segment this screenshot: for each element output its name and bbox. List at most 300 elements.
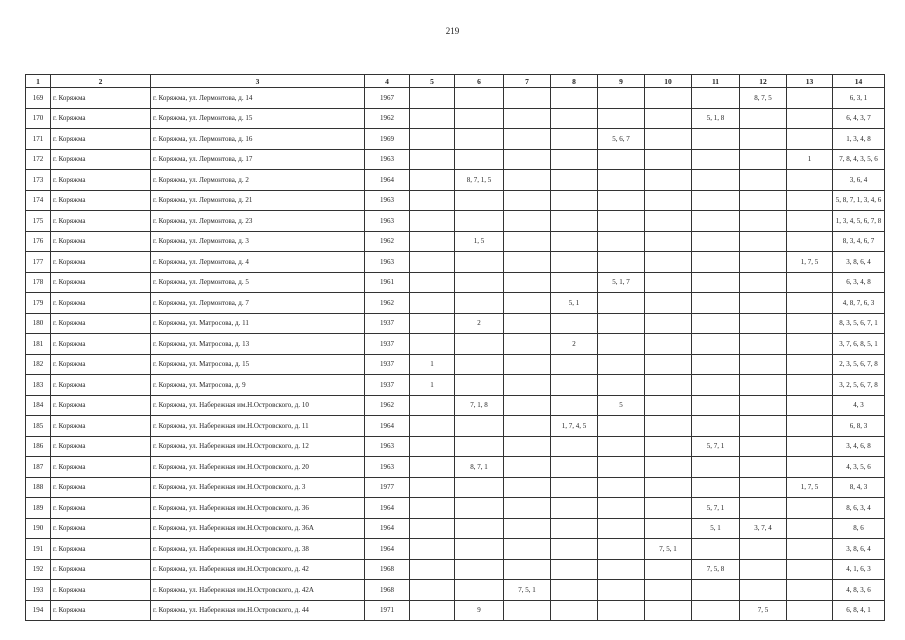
table-cell: 1968 bbox=[365, 559, 410, 580]
table-cell: 3, 8, 6, 4 bbox=[833, 252, 885, 273]
table-cell bbox=[645, 211, 692, 232]
table-cell bbox=[410, 457, 455, 478]
table-cell bbox=[598, 457, 645, 478]
table-cell bbox=[740, 231, 787, 252]
table-cell: 1963 bbox=[365, 211, 410, 232]
table-cell bbox=[551, 395, 598, 416]
table-cell: 180 bbox=[26, 313, 51, 334]
table-cell bbox=[645, 334, 692, 355]
table-cell bbox=[598, 108, 645, 129]
table-cell bbox=[787, 211, 833, 232]
table-cell bbox=[410, 395, 455, 416]
table-cell bbox=[787, 108, 833, 129]
table-cell bbox=[455, 190, 504, 211]
table-cell: 1 bbox=[410, 375, 455, 396]
table-cell bbox=[692, 190, 740, 211]
table-cell: г. Коряжма, ул. Лермонтова, д. 14 bbox=[151, 88, 365, 109]
table-cell: 3, 7, 6, 8, 5, 1 bbox=[833, 334, 885, 355]
page-number: 219 bbox=[445, 26, 460, 36]
table-cell: 1963 bbox=[365, 457, 410, 478]
table-cell bbox=[787, 190, 833, 211]
table-cell bbox=[410, 334, 455, 355]
table-cell bbox=[598, 498, 645, 519]
table-cell bbox=[692, 334, 740, 355]
table-cell bbox=[504, 129, 551, 150]
table-cell bbox=[551, 252, 598, 273]
table-cell bbox=[692, 272, 740, 293]
table-cell bbox=[598, 252, 645, 273]
table-cell bbox=[551, 518, 598, 539]
table-cell: 169 bbox=[26, 88, 51, 109]
table-cell bbox=[551, 272, 598, 293]
table-cell bbox=[598, 149, 645, 170]
table-cell: 172 bbox=[26, 149, 51, 170]
table-cell: 1962 bbox=[365, 108, 410, 129]
table-cell bbox=[598, 436, 645, 457]
table-cell bbox=[598, 88, 645, 109]
column-header: 14 bbox=[833, 75, 885, 88]
table-cell bbox=[455, 477, 504, 498]
table-cell bbox=[740, 108, 787, 129]
table-cell bbox=[645, 190, 692, 211]
table-cell bbox=[692, 129, 740, 150]
table-row bbox=[26, 354, 885, 375]
table-cell bbox=[740, 457, 787, 478]
table-cell: г. Коряжма bbox=[51, 88, 151, 109]
column-header: 1 bbox=[26, 75, 51, 88]
table-cell bbox=[410, 293, 455, 314]
table-cell bbox=[504, 436, 551, 457]
table-cell bbox=[740, 477, 787, 498]
table-cell: 171 bbox=[26, 129, 51, 150]
table-cell: г. Коряжма bbox=[51, 395, 151, 416]
table-cell bbox=[410, 518, 455, 539]
table-cell bbox=[455, 129, 504, 150]
table-cell bbox=[645, 559, 692, 580]
table-cell bbox=[504, 252, 551, 273]
table-cell bbox=[504, 375, 551, 396]
table-cell: 8, 7, 1, 5 bbox=[455, 170, 504, 191]
table-cell: г. Коряжма bbox=[51, 149, 151, 170]
table-cell: 170 bbox=[26, 108, 51, 129]
table-cell: г. Коряжма, ул. Матросова, д. 15 bbox=[151, 354, 365, 375]
table-cell: 5 bbox=[598, 395, 645, 416]
table-cell: 1961 bbox=[365, 272, 410, 293]
table-cell bbox=[551, 375, 598, 396]
table-cell: 1964 bbox=[365, 416, 410, 437]
table-cell: г. Коряжма, ул. Матросова, д. 13 bbox=[151, 334, 365, 355]
table-cell bbox=[645, 108, 692, 129]
table-row bbox=[26, 88, 885, 109]
table-cell bbox=[504, 313, 551, 334]
table-cell bbox=[740, 149, 787, 170]
register-table bbox=[25, 74, 885, 621]
table-cell bbox=[455, 354, 504, 375]
table-cell bbox=[787, 600, 833, 621]
table-row bbox=[26, 313, 885, 334]
table-cell bbox=[787, 395, 833, 416]
table-cell: 1963 bbox=[365, 190, 410, 211]
table-cell bbox=[787, 272, 833, 293]
table-cell: г. Коряжма, ул. Лермонтова, д. 17 bbox=[151, 149, 365, 170]
table-cell bbox=[551, 149, 598, 170]
table-cell bbox=[504, 272, 551, 293]
table-cell bbox=[598, 580, 645, 601]
table-cell bbox=[740, 293, 787, 314]
table-cell bbox=[551, 477, 598, 498]
table-cell bbox=[455, 149, 504, 170]
table-cell bbox=[410, 129, 455, 150]
table-cell: 8, 7, 1 bbox=[455, 457, 504, 478]
table-cell bbox=[551, 211, 598, 232]
table-cell: 3, 2, 5, 6, 7, 8 bbox=[833, 375, 885, 396]
table-cell bbox=[645, 149, 692, 170]
table-cell: 1968 bbox=[365, 580, 410, 601]
table-cell bbox=[692, 416, 740, 437]
table-cell: г. Коряжма, ул. Лермонтова, д. 3 bbox=[151, 231, 365, 252]
table-row bbox=[26, 600, 885, 621]
table-cell bbox=[740, 416, 787, 437]
table-cell bbox=[787, 518, 833, 539]
table-cell: 1963 bbox=[365, 149, 410, 170]
table-cell bbox=[740, 539, 787, 560]
table-cell: г. Коряжма, ул. Набережная им.Н.Островского, д. 3 bbox=[151, 477, 365, 498]
table-cell: г. Коряжма, ул. Лермонтова, д. 7 bbox=[151, 293, 365, 314]
table-cell: г. Коряжма bbox=[51, 129, 151, 150]
table-cell bbox=[598, 211, 645, 232]
table-cell: 1963 bbox=[365, 436, 410, 457]
table-cell: 190 bbox=[26, 518, 51, 539]
table-cell bbox=[787, 129, 833, 150]
table-cell bbox=[645, 436, 692, 457]
table-cell: 5, 7, 1 bbox=[692, 436, 740, 457]
table-cell bbox=[455, 498, 504, 519]
table-cell: 173 bbox=[26, 170, 51, 191]
table-cell bbox=[740, 252, 787, 273]
table-cell bbox=[410, 170, 455, 191]
table-cell: 5, 8, 7, 1, 3, 4, 6 bbox=[833, 190, 885, 211]
table-cell bbox=[504, 293, 551, 314]
table-cell bbox=[740, 170, 787, 191]
table-cell bbox=[551, 88, 598, 109]
table-cell: 5, 1 bbox=[692, 518, 740, 539]
table-cell: г. Коряжма bbox=[51, 539, 151, 560]
table-cell: г. Коряжма bbox=[51, 436, 151, 457]
table-cell: г. Коряжма, ул. Набережная им.Н.Островского, д. 36А bbox=[151, 518, 365, 539]
table-cell bbox=[645, 477, 692, 498]
table-cell: 1937 bbox=[365, 334, 410, 355]
table-cell: 7, 1, 8 bbox=[455, 395, 504, 416]
table-cell: 178 bbox=[26, 272, 51, 293]
table-cell bbox=[740, 395, 787, 416]
table-row bbox=[26, 108, 885, 129]
table-cell bbox=[645, 88, 692, 109]
table-cell: г. Коряжма, ул. Набережная им.Н.Островского, д. 11 bbox=[151, 416, 365, 437]
table-cell bbox=[645, 354, 692, 375]
table-cell bbox=[504, 457, 551, 478]
table-cell: 1977 bbox=[365, 477, 410, 498]
table-cell bbox=[692, 580, 740, 601]
column-header: 11 bbox=[692, 75, 740, 88]
table-cell: 1962 bbox=[365, 231, 410, 252]
table-cell bbox=[455, 539, 504, 560]
table-cell: 1, 3, 4, 8 bbox=[833, 129, 885, 150]
table-cell bbox=[410, 498, 455, 519]
table-cell bbox=[740, 313, 787, 334]
table-cell bbox=[504, 416, 551, 437]
table-cell bbox=[504, 477, 551, 498]
column-header: 10 bbox=[645, 75, 692, 88]
table-cell bbox=[692, 293, 740, 314]
table-row bbox=[26, 149, 885, 170]
table-cell: 1969 bbox=[365, 129, 410, 150]
table-cell bbox=[551, 436, 598, 457]
table-cell: 2, 3, 5, 6, 7, 8 bbox=[833, 354, 885, 375]
table-cell: г. Коряжма bbox=[51, 518, 151, 539]
table-cell: г. Коряжма, ул. Набережная им.Н.Островского, д. 38 bbox=[151, 539, 365, 560]
table-cell bbox=[692, 170, 740, 191]
table-cell: 8, 7, 5 bbox=[740, 88, 787, 109]
table-cell bbox=[551, 498, 598, 519]
table-cell: 175 bbox=[26, 211, 51, 232]
table-cell: 4, 3 bbox=[833, 395, 885, 416]
table-cell: 4, 8, 7, 6, 3 bbox=[833, 293, 885, 314]
table-cell: 4, 1, 6, 3 bbox=[833, 559, 885, 580]
table-cell bbox=[787, 334, 833, 355]
table-cell: г. Коряжма bbox=[51, 334, 151, 355]
table-cell bbox=[645, 498, 692, 519]
table-cell bbox=[455, 88, 504, 109]
table-cell bbox=[455, 375, 504, 396]
table-cell: г. Коряжма, ул. Набережная им.Н.Островского, д. 12 bbox=[151, 436, 365, 457]
table-cell: г. Коряжма, ул. Набережная им.Н.Островского, д. 42 bbox=[151, 559, 365, 580]
table-cell: 1964 bbox=[365, 498, 410, 519]
table-cell: г. Коряжма bbox=[51, 170, 151, 191]
table-cell: 193 bbox=[26, 580, 51, 601]
table-cell: 6, 3, 1 bbox=[833, 88, 885, 109]
table-cell: 1, 7, 4, 5 bbox=[551, 416, 598, 437]
column-header: 9 bbox=[598, 75, 645, 88]
table-cell bbox=[504, 211, 551, 232]
table-cell: 8, 3, 4, 6, 7 bbox=[833, 231, 885, 252]
table-cell: 8, 6, 3, 4 bbox=[833, 498, 885, 519]
table-cell bbox=[410, 88, 455, 109]
table-cell bbox=[455, 518, 504, 539]
table-cell: г. Коряжма, ул. Набережная им.Н.Островского, д. 42А bbox=[151, 580, 365, 601]
column-header: 7 bbox=[504, 75, 551, 88]
table-cell bbox=[787, 539, 833, 560]
table-cell: г. Коряжма, ул. Лермонтова, д. 4 bbox=[151, 252, 365, 273]
table-cell: г. Коряжма, ул. Лермонтова, д. 5 bbox=[151, 272, 365, 293]
table-cell bbox=[410, 559, 455, 580]
table-cell bbox=[504, 559, 551, 580]
table-cell bbox=[787, 580, 833, 601]
table-cell bbox=[598, 559, 645, 580]
table-cell bbox=[787, 416, 833, 437]
table-cell: 1, 7, 5 bbox=[787, 252, 833, 273]
column-header: 3 bbox=[151, 75, 365, 88]
table-header-row bbox=[26, 75, 885, 88]
table-cell: 183 bbox=[26, 375, 51, 396]
table-cell bbox=[645, 457, 692, 478]
table-row bbox=[26, 395, 885, 416]
table-cell bbox=[410, 231, 455, 252]
table-cell: 185 bbox=[26, 416, 51, 437]
table-cell bbox=[455, 559, 504, 580]
table-cell bbox=[455, 252, 504, 273]
table-cell: 189 bbox=[26, 498, 51, 519]
table-cell: г. Коряжма bbox=[51, 108, 151, 129]
table-cell bbox=[410, 190, 455, 211]
table-cell bbox=[645, 272, 692, 293]
table-row bbox=[26, 436, 885, 457]
table-cell bbox=[551, 539, 598, 560]
table-cell bbox=[645, 313, 692, 334]
table-cell: 184 bbox=[26, 395, 51, 416]
table-cell: г. Коряжма bbox=[51, 559, 151, 580]
table-cell: г. Коряжма bbox=[51, 354, 151, 375]
table-cell bbox=[787, 559, 833, 580]
table-cell bbox=[692, 231, 740, 252]
table-cell bbox=[551, 170, 598, 191]
table-cell bbox=[504, 539, 551, 560]
table-cell bbox=[740, 334, 787, 355]
table-cell bbox=[551, 313, 598, 334]
table-cell bbox=[504, 518, 551, 539]
table-cell: 188 bbox=[26, 477, 51, 498]
table-cell bbox=[740, 211, 787, 232]
table-row bbox=[26, 457, 885, 478]
table-cell: г. Коряжма, ул. Набережная им.Н.Островского, д. 20 bbox=[151, 457, 365, 478]
table-cell bbox=[740, 498, 787, 519]
table-cell bbox=[551, 190, 598, 211]
table-row bbox=[26, 170, 885, 191]
table-cell: 4, 3, 5, 6 bbox=[833, 457, 885, 478]
table-cell bbox=[740, 580, 787, 601]
table-cell bbox=[598, 477, 645, 498]
table-cell: 4, 8, 3, 6 bbox=[833, 580, 885, 601]
table-row bbox=[26, 252, 885, 273]
table-cell: 7, 5, 1 bbox=[645, 539, 692, 560]
table-cell: 1967 bbox=[365, 88, 410, 109]
table-cell bbox=[551, 457, 598, 478]
table-cell bbox=[410, 252, 455, 273]
table-cell: 7, 5, 8 bbox=[692, 559, 740, 580]
table-cell bbox=[455, 580, 504, 601]
table-cell bbox=[692, 88, 740, 109]
table-cell bbox=[598, 313, 645, 334]
table-row bbox=[26, 211, 885, 232]
table-cell bbox=[455, 334, 504, 355]
table-cell: 1962 bbox=[365, 293, 410, 314]
table-cell bbox=[740, 354, 787, 375]
table-cell: 1 bbox=[410, 354, 455, 375]
table-row bbox=[26, 559, 885, 580]
table-cell bbox=[504, 354, 551, 375]
table-cell bbox=[692, 457, 740, 478]
table-row bbox=[26, 231, 885, 252]
table-cell: г. Коряжма bbox=[51, 477, 151, 498]
table-cell: 191 bbox=[26, 539, 51, 560]
table-cell bbox=[455, 211, 504, 232]
table-cell: 181 bbox=[26, 334, 51, 355]
table-cell: 3, 7, 4 bbox=[740, 518, 787, 539]
table-cell: 1964 bbox=[365, 518, 410, 539]
table-cell: 1, 7, 5 bbox=[787, 477, 833, 498]
table-cell: 1964 bbox=[365, 539, 410, 560]
table-cell bbox=[410, 272, 455, 293]
table-cell: г. Коряжма, ул. Лермонтова, д. 16 bbox=[151, 129, 365, 150]
table-cell bbox=[551, 600, 598, 621]
table-cell bbox=[410, 600, 455, 621]
table-cell bbox=[645, 170, 692, 191]
table-cell: 174 bbox=[26, 190, 51, 211]
table-cell: 5, 7, 1 bbox=[692, 498, 740, 519]
table-cell bbox=[598, 190, 645, 211]
table-cell: 5, 6, 7 bbox=[598, 129, 645, 150]
column-header: 2 bbox=[51, 75, 151, 88]
table-cell bbox=[692, 354, 740, 375]
table-cell bbox=[598, 375, 645, 396]
column-header: 8 bbox=[551, 75, 598, 88]
table-cell bbox=[455, 108, 504, 129]
table-cell: г. Коряжма bbox=[51, 416, 151, 437]
table-cell: г. Коряжма bbox=[51, 272, 151, 293]
table-cell bbox=[645, 395, 692, 416]
table-cell bbox=[504, 600, 551, 621]
table-cell: 7, 8, 4, 3, 5, 6 bbox=[833, 149, 885, 170]
table-cell: 8, 4, 3 bbox=[833, 477, 885, 498]
table-cell bbox=[598, 600, 645, 621]
table-cell bbox=[787, 313, 833, 334]
table-cell bbox=[645, 416, 692, 437]
table-cell bbox=[692, 211, 740, 232]
table-cell bbox=[645, 600, 692, 621]
table-cell bbox=[410, 313, 455, 334]
table-cell: 176 bbox=[26, 231, 51, 252]
table-row bbox=[26, 498, 885, 519]
table-cell bbox=[410, 436, 455, 457]
table-cell bbox=[692, 477, 740, 498]
table-cell bbox=[551, 108, 598, 129]
table-cell: 194 bbox=[26, 600, 51, 621]
table-cell bbox=[598, 416, 645, 437]
table-cell: г. Коряжма bbox=[51, 498, 151, 519]
table-cell bbox=[692, 252, 740, 273]
table-cell: 3, 6, 4 bbox=[833, 170, 885, 191]
column-header: 4 bbox=[365, 75, 410, 88]
table-cell: г. Коряжма, ул. Набережная им.Н.Островского, д. 44 bbox=[151, 600, 365, 621]
table-cell bbox=[598, 518, 645, 539]
table-cell: 7, 5 bbox=[740, 600, 787, 621]
table-cell bbox=[645, 231, 692, 252]
table-cell bbox=[740, 190, 787, 211]
table-cell bbox=[645, 129, 692, 150]
table-cell bbox=[504, 170, 551, 191]
table-cell bbox=[410, 211, 455, 232]
table-cell: г. Коряжма bbox=[51, 457, 151, 478]
table-cell: 177 bbox=[26, 252, 51, 273]
table-cell: 179 bbox=[26, 293, 51, 314]
table-cell: 9 bbox=[455, 600, 504, 621]
table-cell bbox=[455, 293, 504, 314]
table-cell bbox=[787, 170, 833, 191]
table-cell: 1971 bbox=[365, 600, 410, 621]
table-cell bbox=[787, 375, 833, 396]
table-row bbox=[26, 272, 885, 293]
table-cell bbox=[598, 293, 645, 314]
table-cell: 6, 8, 4, 1 bbox=[833, 600, 885, 621]
